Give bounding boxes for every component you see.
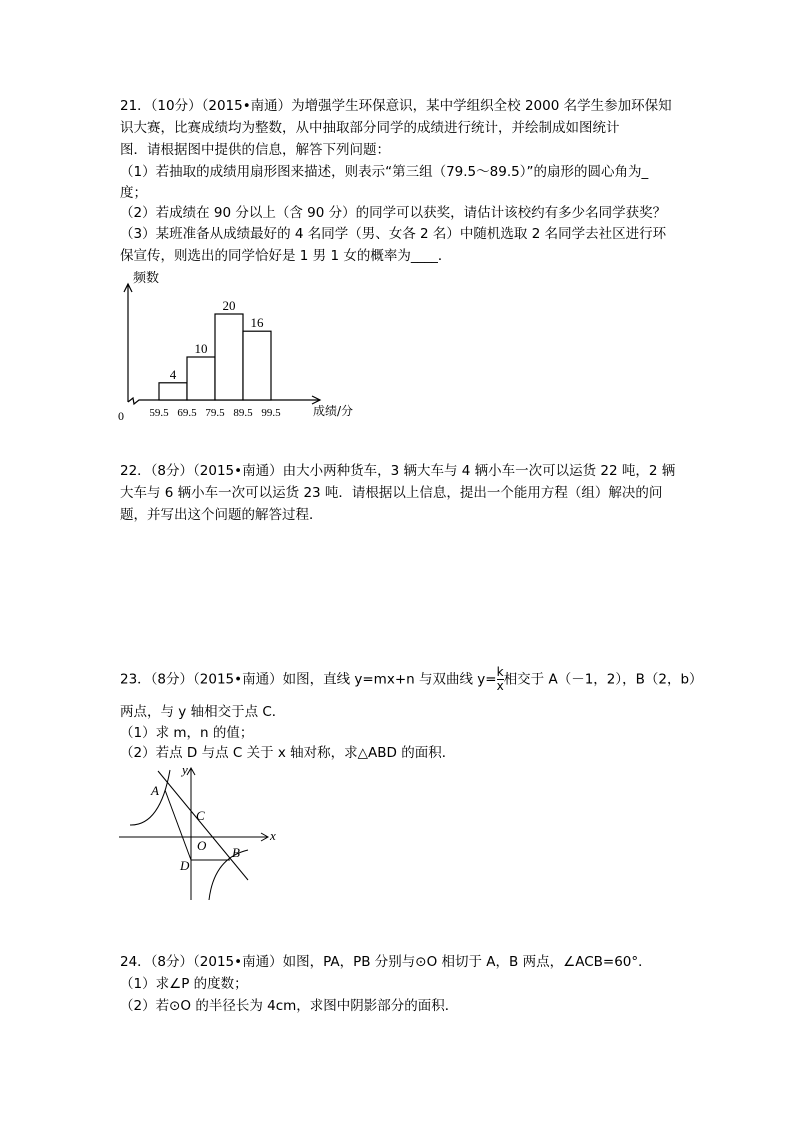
q23-text: 相交于 A（－1，2），B（2，b） bbox=[503, 671, 703, 688]
label-b: B bbox=[232, 845, 240, 860]
q24-part2: （2）若⊙O 的半径长为 4cm，求图中阴影部分的面积． bbox=[120, 998, 459, 1014]
x-tick-label: 99.5 bbox=[261, 407, 281, 419]
q21-line: 识大赛，比赛成绩均为整数，从中抽取部分同学的成绩进行统计，并绘制成如图统计 bbox=[120, 120, 620, 136]
x-tick-label: 59.5 bbox=[149, 407, 169, 419]
segment-ad bbox=[165, 790, 191, 860]
label-a: A bbox=[151, 783, 159, 798]
origin-label: 0 bbox=[118, 409, 124, 423]
q21-part3-cont: 保宣传，则选出的同学恰好是 1 男 1 女的概率为____． bbox=[120, 248, 452, 264]
x-tick-label: 79.5 bbox=[205, 407, 225, 419]
q21-part1-cont: 度； bbox=[120, 185, 147, 201]
q24-part1: （1）求∠P 的度数； bbox=[120, 976, 248, 992]
x-axis-label: 成绩/分 bbox=[313, 404, 354, 418]
q22-line: 22．（8分）（2015•南通）由大小两种货车，3 辆大车与 4 辆小车一次可以运货 22 吨，2 辆 bbox=[120, 463, 676, 479]
x-tick-label: 69.5 bbox=[177, 407, 197, 419]
y-axis-label: 频数 bbox=[133, 271, 160, 286]
q24-line: 24．（8分）（2015•南通）如图，PA，PB 分别与⊙O 相切于 A，B 两点，∠ACB=60°． bbox=[120, 954, 652, 970]
label-o: O bbox=[197, 838, 207, 853]
label-c: C bbox=[196, 808, 205, 823]
bar-value-label: 10 bbox=[194, 341, 208, 356]
line-ab bbox=[158, 771, 248, 880]
q23-line: 两点，与 y 轴相交于点 C． bbox=[120, 704, 286, 720]
hyperbola-branch-lower-right bbox=[209, 850, 248, 900]
bar-value-label: 4 bbox=[169, 366, 177, 382]
q21-line: 21．（10分）（2015•南通）为增强学生环保意识，某中学组织全校 2000 名学生参加环保知 bbox=[120, 98, 672, 114]
q23-part2: （2）若点 D 与点 C 关于 x 轴对称，求△ABD 的面积． bbox=[120, 745, 456, 761]
q23-part1: （1）求 m，n 的值； bbox=[120, 725, 254, 741]
bar-value-label: 16 bbox=[250, 315, 264, 331]
label-x: x bbox=[270, 828, 276, 843]
q21-part2: （2）若成绩在 90 分以上（含 90 分）的同学可以获奖，请估计该校约有多少名同学获奖？ bbox=[120, 205, 667, 221]
q21-line: 图．请根据图中提供的信息，解答下列问题： bbox=[120, 142, 390, 158]
label-d: D bbox=[180, 858, 190, 873]
q21-part1: （1）若抽取的成绩用扇形图来描述，则表示“第三组（79.5～89.5）”的扇形的圆心角为_ bbox=[120, 164, 649, 180]
denominator: x bbox=[496, 679, 504, 693]
q22-line: 题，并写出这个问题的解答过程． bbox=[120, 507, 323, 523]
label-y: y bbox=[182, 762, 188, 777]
x-tick-label: 89.5 bbox=[233, 407, 253, 419]
q22-line: 大车与 6 辆小车一次可以运货 23 吨．请根据以上信息，提出一个能用方程（组）解决的问 bbox=[120, 485, 663, 501]
numerator: k bbox=[496, 665, 504, 679]
bar-value-label: 20 bbox=[222, 298, 236, 313]
q21-part3: （3）某班准备从成绩最好的 4 名同学（男、女各 2 名）中随机选取 2 名同学去社区进行环 bbox=[120, 226, 667, 242]
q23-text: 23．（8分）（2015•南通）如图，直线 y=mx+n 与双曲线 y= bbox=[120, 671, 497, 688]
